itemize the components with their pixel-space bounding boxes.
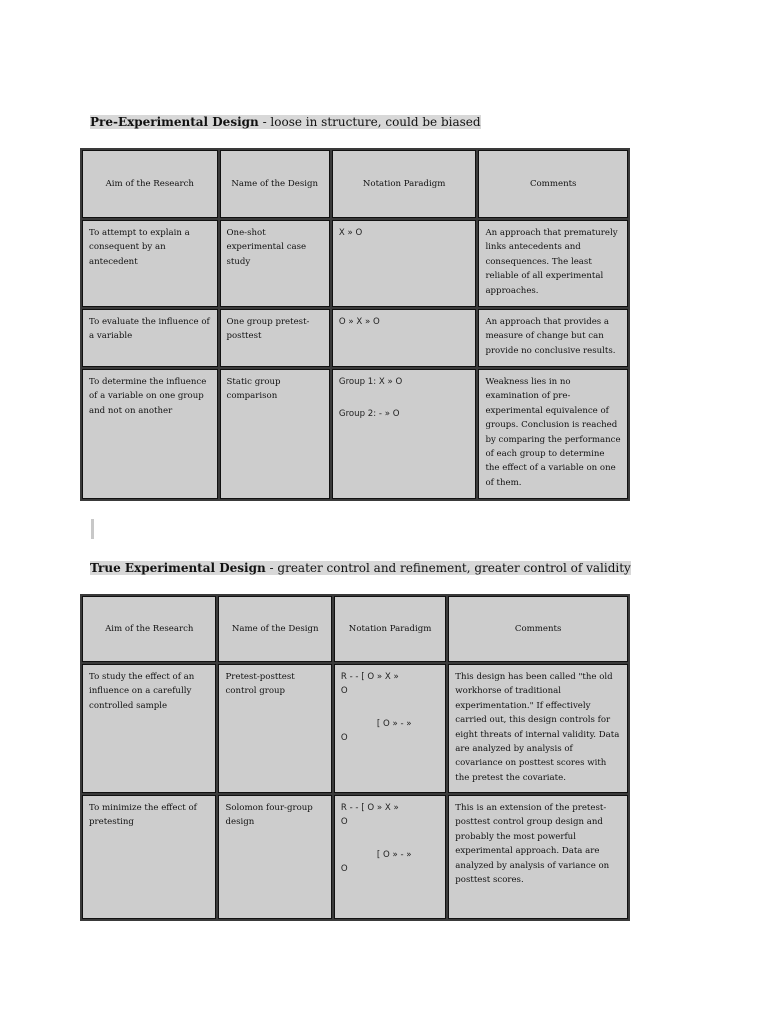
cell-comments: Weakness lies in no examination of pre-experimental equivalence of groups. Conclusion is reached by comparing the performance of each group to determine the effect of a variable on one of them. [478, 369, 628, 499]
text-cursor [91, 519, 94, 539]
table-header-row [82, 150, 628, 218]
pre-experimental-table [80, 148, 630, 501]
cell-design-name: One group pretest-posttest [220, 309, 330, 367]
cell-notation [332, 309, 477, 367]
cell-comments: This is an extension of the pretest-posttest control group design and probably the most powerful experimental approach. Data are analyzed by analysis of variance on posttest scores. [448, 795, 628, 919]
section2-title-rest: - greater control and refinement, greater control of validity [265, 561, 631, 575]
notation-line: O [340, 686, 348, 697]
notation-line: [ O » - » [376, 849, 412, 860]
header-comments: Comments [448, 596, 628, 662]
notation-line: R - - [ O » X » [340, 672, 399, 682]
header-notation: Notation Paradigm [334, 596, 446, 662]
notation-line: O [340, 817, 348, 828]
cell-notation [334, 664, 446, 793]
section1-heading [90, 114, 481, 130]
notation-line: [ O » - » [376, 718, 412, 729]
cell-design-name: Pretest-posttest control group [218, 664, 331, 793]
header-name: Name of the Design [220, 150, 330, 218]
header-aim: Aim of the Research [82, 150, 218, 218]
header-comments: Comments [478, 150, 628, 218]
cell-aim: To minimize the effect of pretesting [82, 795, 216, 919]
notation-line: O [340, 733, 348, 744]
cell-comments: This design has been called "the old workhorse of traditional experimentation." If effectively carried out, this design controls for eight threats of internal validity. Data are analyzed by analysis of covariance on posttest scores with the pretest the covariate. [448, 664, 628, 793]
header-aim: Aim of the Research [82, 596, 216, 662]
section2-title-bold: True Experimental Design [90, 561, 266, 575]
notation-line: O » X » O [338, 317, 380, 327]
notation-line: R - - [ O » X » [340, 803, 399, 813]
cell-notation [332, 220, 477, 307]
section1-title-rest: - loose in structure, could be biased [258, 115, 481, 129]
table-row [82, 369, 628, 499]
cell-design-name: Solomon four-group design [218, 795, 331, 919]
section1-title-bold: Pre-Experimental Design [90, 115, 259, 129]
cell-aim: To determine the influence of a variable on one group and not on another [82, 369, 218, 499]
table-row [82, 309, 628, 367]
cell-aim: To study the effect of an influence on a carefully controlled sample [82, 664, 216, 793]
cell-design-name: One-shot experimental case study [220, 220, 330, 307]
header-notation: Notation Paradigm [332, 150, 477, 218]
notation-line: Group 2: - » O [338, 409, 400, 420]
cell-comments: An approach that prematurely links antecedents and consequences. The least reliable of all experimental approaches. [478, 220, 628, 307]
cell-comments: An approach that provides a measure of change but can provide no conclusive results. [478, 309, 628, 367]
cell-aim: To evaluate the influence of a variable [82, 309, 218, 367]
header-name: Name of the Design [218, 596, 331, 662]
table-header-row [82, 596, 628, 662]
notation-line: X » O [338, 228, 363, 238]
cell-notation [334, 795, 446, 919]
true-experimental-table [80, 594, 630, 921]
notation-line: Group 1: X » O [338, 377, 403, 387]
table-row [82, 795, 628, 919]
section2-heading [90, 560, 631, 576]
notation-line: O [340, 864, 348, 875]
table-row [82, 664, 628, 793]
cell-aim: To attempt to explain a consequent by an antecedent [82, 220, 218, 307]
cell-notation [332, 369, 477, 499]
table-row [82, 220, 628, 307]
cell-design-name: Static group comparison [220, 369, 330, 499]
